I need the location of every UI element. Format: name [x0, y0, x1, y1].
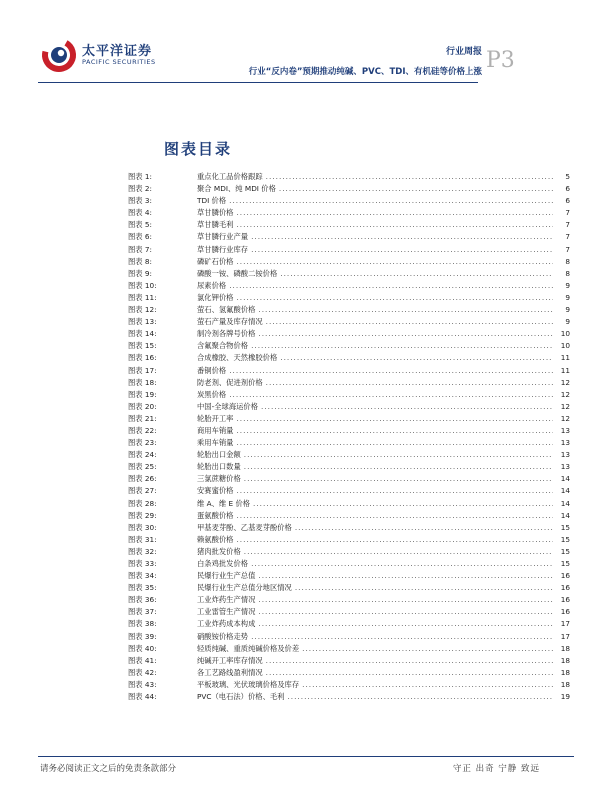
toc-entry-title: 猪肉批发价格: [197, 546, 241, 556]
toc-entry-title: 合成橡胶、天然橡胶价格: [197, 353, 278, 363]
toc-entry-title: 炭黑价格: [197, 389, 227, 399]
toc-dot-leader: [229, 365, 553, 377]
toc-entry-page: 9: [565, 280, 570, 290]
toc-entry[interactable]: [128, 570, 570, 582]
toc-entry-page: 18: [560, 643, 570, 653]
toc-entry-page: 8: [565, 268, 570, 278]
toc-entry-title: 萤石产量及库存情况: [197, 317, 263, 327]
toc-dot-leader: [251, 231, 553, 243]
toc-entry[interactable]: [128, 340, 570, 352]
toc-entry-title: 白条鸡批发价格: [197, 559, 249, 568]
toc-entry[interactable]: [128, 618, 570, 630]
toc-entry-label: 图表 32:: [128, 546, 157, 556]
toc-entry-label: 图表 39:: [128, 631, 157, 641]
toc-entry-label: 图表 28:: [128, 498, 157, 508]
toc-dot-leader: [244, 449, 553, 461]
toc-entry[interactable]: [128, 219, 570, 231]
toc-entry-label: 图表 3:: [128, 196, 153, 206]
toc-entry-title: 尿素价格: [197, 280, 227, 290]
toc-entry-label: 图表 4:: [128, 208, 153, 218]
toc-entry[interactable]: [128, 485, 570, 497]
toc-dot-leader: [266, 667, 553, 679]
toc-entry-page: 7: [565, 208, 570, 218]
toc-entry-title: 中国-全球海运价格: [197, 401, 259, 411]
toc-entry-label: 图表 42:: [128, 667, 157, 677]
toc-entry-title: 磷酸一铵、磷酸二铵价格: [197, 268, 278, 278]
toc-entry-title: 三氯蔗糖价格: [197, 474, 241, 484]
toc-entry-title: 萤石、氢氟酸价格: [197, 305, 256, 315]
toc-entry-label: 图表 2:: [128, 184, 153, 194]
toc-entry-page: 15: [560, 534, 570, 544]
toc-entry-label: 图表 7:: [128, 244, 153, 254]
toc-entry-label: 图表 41:: [128, 655, 157, 665]
toc-entry[interactable]: [128, 461, 570, 473]
toc-entry[interactable]: [128, 352, 570, 364]
toc-entry-page: 11: [560, 365, 570, 375]
toc-entry[interactable]: [128, 207, 570, 219]
toc-entry-title: 乘用车销量: [197, 438, 234, 448]
toc-entry-page: 7: [565, 232, 570, 242]
toc-entry[interactable]: [128, 631, 570, 643]
toc-dot-leader: [236, 510, 553, 522]
toc-entry-title: 甲基麦芽酚、乙基麦芽酚价格: [197, 522, 292, 532]
toc-entry-label: 图表 36:: [128, 595, 157, 605]
toc-entry-label: 图表 38:: [128, 619, 157, 629]
toc-dot-leader: [280, 268, 553, 280]
header-divider: [38, 82, 478, 83]
company-logo: [40, 36, 170, 76]
toc-entry-label: 图表 26:: [128, 474, 157, 484]
toc-entry-label: 图表 30:: [128, 522, 157, 532]
toc-entry-page: 16: [560, 595, 570, 605]
toc-dot-leader: [258, 304, 553, 316]
toc-entry-label: 图表 14:: [128, 329, 157, 339]
toc-entry-label: 图表 27:: [128, 486, 157, 496]
toc-entry-page: 14: [560, 486, 570, 496]
toc-entry-label: 图表 33:: [128, 559, 157, 568]
toc-entry[interactable]: [128, 582, 570, 594]
toc-entry-title: 防老剂、促进剂价格: [197, 377, 263, 387]
toc-entry-title: 草甘膦毛利: [197, 220, 234, 230]
toc-list: [128, 171, 570, 703]
toc-entry-title: 蛋氨酸价格: [197, 510, 234, 520]
toc-entry[interactable]: [128, 498, 570, 510]
toc-entry-title: 轮胎出口数量: [197, 462, 241, 472]
toc-dot-leader: [279, 183, 553, 195]
toc-dot-leader: [287, 691, 553, 703]
toc-entry[interactable]: [128, 268, 570, 280]
toc-dot-leader: [244, 546, 553, 558]
toc-entry-label: 图表 12:: [128, 305, 157, 315]
toc-entry-page: 17: [560, 631, 570, 641]
toc-dot-leader: [258, 594, 553, 606]
toc-entry-title: PVC（电石法）价格、毛利: [197, 692, 285, 702]
report-type: 行业周报: [445, 47, 482, 57]
toc-entry-title: 平板玻璃、光伏玻璃价格及库存: [197, 679, 300, 689]
toc-entry-title: 磷矿石价格: [197, 256, 234, 266]
toc-dot-leader: [253, 498, 553, 510]
toc-entry-page: 14: [560, 510, 570, 520]
toc-dot-leader: [229, 280, 553, 292]
toc-entry-title: 民爆行业生产总值分地区情况: [197, 583, 292, 593]
toc-entry-title: 轻质纯碱、重质纯碱价格及价差: [197, 643, 300, 653]
page-number: P3: [486, 48, 515, 73]
toc-entry-title: 氯化钾价格: [197, 292, 234, 302]
toc-entry-page: 16: [560, 607, 570, 617]
toc-entry[interactable]: [128, 510, 570, 522]
toc-entry-label: 图表 44:: [128, 692, 157, 702]
toc-entry-title: 硝酸铵价格走势: [197, 631, 249, 641]
toc-entry-title: 工业炸药成本构成: [197, 619, 256, 629]
toc-entry[interactable]: [128, 244, 570, 256]
toc-entry-title: 番铜价格: [197, 365, 227, 375]
toc-entry-page: 11: [560, 353, 570, 363]
toc-dot-leader: [258, 618, 553, 630]
toc-entry-label: 图表 13:: [128, 317, 157, 327]
toc-dot-leader: [266, 655, 553, 667]
toc-entry-title: 含氟聚合物价格: [197, 341, 249, 351]
logo-emblem-icon: [40, 36, 78, 74]
toc-entry-title: 商用车销量: [197, 425, 234, 435]
toc-entry-page: 16: [560, 571, 570, 581]
toc-entry-label: 图表 9:: [128, 268, 153, 278]
toc-entry-label: 图表 40:: [128, 643, 157, 653]
toc-entry-title: 草甘膦价格: [197, 208, 234, 218]
toc-entry[interactable]: [128, 328, 570, 340]
toc-entry-page: 14: [560, 498, 570, 508]
toc-entry[interactable]: [128, 316, 570, 328]
toc-entry[interactable]: [128, 473, 570, 485]
toc-entry-title: TDI 价格: [197, 196, 227, 206]
toc-entry[interactable]: [128, 389, 570, 401]
brand-name-en: PACIFIC SECURITIES: [82, 58, 156, 66]
toc-dot-leader: [236, 292, 553, 304]
toc-dot-leader: [258, 606, 553, 618]
toc-entry-page: 9: [565, 317, 570, 327]
footer-disclaimer: 请务必阅读正文之后的免责条款部分: [40, 764, 177, 774]
toc-dot-leader: [251, 244, 553, 256]
toc-entry-label: 图表 43:: [128, 679, 157, 689]
toc-entry-label: 图表 15:: [128, 341, 157, 351]
toc-dot-leader: [295, 522, 553, 534]
footer-divider: [38, 756, 574, 757]
toc-entry-label: 图表 10:: [128, 280, 157, 290]
toc-entry[interactable]: [128, 522, 570, 534]
toc-entry[interactable]: [128, 171, 570, 183]
toc-entry-label: 图表 24:: [128, 450, 157, 460]
toc-entry[interactable]: [128, 643, 570, 655]
toc-entry-page: 12: [560, 389, 570, 399]
toc-dot-leader: [229, 195, 553, 207]
toc-entry-page: 12: [560, 413, 570, 423]
toc-entry[interactable]: [128, 655, 570, 667]
toc-entry[interactable]: [128, 280, 570, 292]
toc-entry-title: 各工艺路线盈利情况: [197, 667, 263, 677]
toc-dot-leader: [236, 219, 553, 231]
toc-dot-leader: [266, 377, 553, 389]
toc-entry-title: 工业雷管生产情况: [197, 607, 256, 617]
toc-entry-label: 图表 18:: [128, 377, 157, 387]
toc-entry-page: 18: [560, 679, 570, 689]
toc-dot-leader: [229, 389, 553, 401]
toc-entry[interactable]: [128, 546, 570, 558]
toc-dot-leader: [236, 534, 553, 546]
toc-entry-title: 工业炸药生产情况: [197, 595, 256, 605]
toc-entry-page: 18: [560, 667, 570, 677]
brand-name-cn: 太平洋证券: [82, 44, 153, 59]
toc-entry[interactable]: [128, 691, 570, 703]
toc-entry-label: 图表 21:: [128, 413, 157, 423]
toc-dot-leader: [236, 437, 553, 449]
toc-dot-leader: [258, 570, 553, 582]
toc-entry-page: 13: [560, 425, 570, 435]
toc-dot-leader: [266, 316, 553, 328]
toc-dot-leader: [266, 171, 553, 183]
toc-entry[interactable]: [128, 231, 570, 243]
toc-dot-leader: [280, 352, 553, 364]
toc-entry-title: 民爆行业生产总值: [197, 571, 256, 581]
toc-entry-page: 10: [560, 329, 570, 339]
toc-entry-title: 轮胎开工率: [197, 413, 234, 423]
toc-entry-page: 17: [560, 619, 570, 629]
toc-entry-page: 7: [565, 220, 570, 230]
toc-entry[interactable]: [128, 292, 570, 304]
toc-entry-page: 13: [560, 462, 570, 472]
toc-entry-label: 图表 6:: [128, 232, 153, 242]
toc-entry-title: 纯碱开工率库存情况: [197, 655, 263, 665]
toc-dot-leader: [302, 643, 553, 655]
toc-entry-label: 图表 34:: [128, 571, 157, 581]
toc-entry[interactable]: [128, 594, 570, 606]
toc-entry-label: 图表 1:: [128, 172, 153, 181]
toc-dot-leader: [236, 485, 553, 497]
toc-entry-label: 图表 8:: [128, 256, 153, 266]
toc-dot-leader: [258, 328, 553, 340]
toc-entry-page: 7: [565, 244, 570, 254]
toc-entry-page: 13: [560, 450, 570, 460]
toc-entry-page: 10: [560, 341, 570, 351]
toc-entry[interactable]: [128, 377, 570, 389]
toc-entry-title: 聚合 MDI、纯 MDI 价格: [197, 184, 276, 194]
toc-entry-label: 图表 5:: [128, 220, 153, 230]
toc-entry-page: 18: [560, 655, 570, 665]
toc-entry-label: 图表 17:: [128, 365, 157, 375]
toc-entry-label: 图表 25:: [128, 462, 157, 472]
toc-entry-page: 9: [565, 292, 570, 302]
toc-entry-page: 15: [560, 559, 570, 568]
toc-entry-title: 制冷剂各牌号价格: [197, 329, 256, 339]
toc-entry[interactable]: [128, 606, 570, 618]
toc-entry-label: 图表 35:: [128, 583, 157, 593]
toc-dot-leader: [261, 401, 553, 413]
toc-entry[interactable]: [128, 413, 570, 425]
toc-entry-page: 12: [560, 377, 570, 387]
toc-entry-label: 图表 16:: [128, 353, 157, 363]
toc-dot-leader: [295, 582, 553, 594]
toc-entry-label: 图表 29:: [128, 510, 157, 520]
toc-entry-label: 图表 20:: [128, 401, 157, 411]
toc-dot-leader: [251, 631, 553, 643]
toc-entry-title: 草甘膦行业库存: [197, 244, 249, 254]
toc-entry-page: 6: [565, 196, 570, 206]
toc-entry[interactable]: [128, 365, 570, 377]
toc-entry[interactable]: [128, 558, 570, 570]
toc-entry-page: 15: [560, 522, 570, 532]
toc-entry-title: 安赛蜜价格: [197, 486, 234, 496]
toc-entry-page: 19: [560, 692, 570, 702]
toc-entry[interactable]: [128, 449, 570, 461]
toc-dot-leader: [251, 340, 553, 352]
toc-heading: 图表目录: [164, 140, 233, 158]
toc-entry-page: 5: [565, 172, 570, 181]
toc-entry-page: 15: [560, 546, 570, 556]
toc-entry-page: 12: [560, 401, 570, 411]
toc-entry[interactable]: [128, 534, 570, 546]
report-title: 行业“反内卷”预期推动纯碱、PVC、TDI、有机硅等价格上涨: [248, 67, 482, 77]
toc-entry[interactable]: [128, 304, 570, 316]
toc-entry-title: 赖氨酸价格: [197, 534, 234, 544]
toc-entry[interactable]: [128, 256, 570, 268]
toc-entry-page: 13: [560, 438, 570, 448]
toc-entry-title: 维 A、维 E 价格: [197, 498, 251, 508]
toc-dot-leader: [236, 413, 553, 425]
toc-dot-leader: [236, 256, 553, 268]
toc-entry-label: 图表 11:: [128, 292, 157, 302]
toc-entry-label: 图表 31:: [128, 534, 157, 544]
toc-entry-title: 轮胎出口金额: [197, 450, 241, 460]
toc-entry-page: 9: [565, 305, 570, 315]
toc-dot-leader: [236, 425, 553, 437]
toc-entry-label: 图表 22:: [128, 425, 157, 435]
toc-dot-leader: [244, 461, 553, 473]
toc-entry-page: 14: [560, 474, 570, 484]
toc-dot-leader: [251, 558, 553, 570]
toc-dot-leader: [236, 207, 553, 219]
toc-entry-title: 重点化工品价格跟踪: [197, 172, 263, 181]
toc-entry[interactable]: [128, 425, 570, 437]
toc-entry-page: 16: [560, 583, 570, 593]
toc-entry-label: 图表 23:: [128, 438, 157, 448]
toc-entry-label: 图表 37:: [128, 607, 157, 617]
toc-entry[interactable]: [128, 679, 570, 691]
toc-entry[interactable]: [128, 667, 570, 679]
toc-entry[interactable]: [128, 437, 570, 449]
toc-entry-page: 6: [565, 184, 570, 194]
toc-entry-title: 草甘膦行业产量: [197, 232, 249, 242]
toc-dot-leader: [302, 679, 553, 691]
toc-dot-leader: [244, 473, 553, 485]
toc-entry[interactable]: [128, 195, 570, 207]
toc-entry[interactable]: [128, 401, 570, 413]
toc-entry-page: 8: [565, 256, 570, 266]
toc-entry[interactable]: [128, 183, 570, 195]
footer-motto: 守正 出奇 宁静 致远: [452, 764, 540, 774]
toc-entry-label: 图表 19:: [128, 389, 157, 399]
